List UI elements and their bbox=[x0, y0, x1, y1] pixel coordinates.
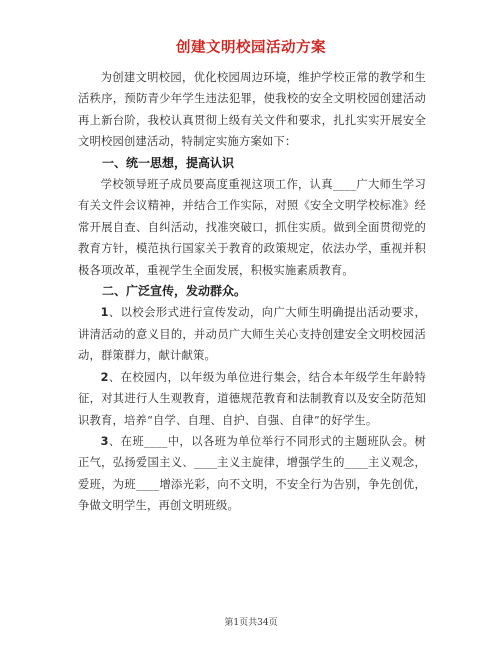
intro-paragraph: 为创建文明校园，优化校园周边环境，维护学校正常的教学和生活秩序，预防青少年学生违法犯罪，使我校的安全文明校园创建活动再上新台阶，我校认真贯彻上级有关文件和要求，扎扎实实开展安全文明校园创建活动，特制定实施方案如下： bbox=[78, 71, 426, 149]
list-item bbox=[78, 431, 426, 517]
section-heading-2: 二、广泛宣传，发动群众。 bbox=[102, 284, 247, 299]
item-text: 、以校会形式进行宣传发动，向广大师生明确提出活动要求，讲清活动的意义目的，并动员广大师生关心支持创建安全文明校园活动，群策群力，献计献策。 bbox=[78, 306, 426, 363]
section-heading-1: 一、统一思想，提高认识 bbox=[102, 155, 235, 170]
item-text: 、在校园内，以年级为单位进行集会，结合本年级学生年龄特征，对其进行人生观教育，道德规范教育和法制教育以及安全防范知识教育，培养“自学、自理、自护、自强、自律”的好学生。 bbox=[78, 370, 426, 427]
item-number: 2 bbox=[100, 370, 109, 384]
list-item bbox=[78, 302, 426, 366]
item-number: 1 bbox=[100, 306, 109, 320]
page-footer: 第1页共34页 bbox=[224, 618, 278, 628]
item-text: 、在班____中，以各班为单位举行不同形式的主题班队会。树正气，弘扬爱国主义、____主义主旋律，增强学生的____主义观念，爱班，为班____增添光彩，向不文明，不安全行为告别，争先创优，争做文明学生，再创文明班级。 bbox=[78, 434, 426, 513]
list-item bbox=[78, 367, 426, 431]
document-body bbox=[78, 67, 426, 517]
section-1-paragraph: 学校领导班子成员要高度重视这项工作，认真____广大师生学习有关文件会议精神，并结合工作实际，对照《安全文明学校标准》经常开展自查、自纠活动，找准突破口，抓住实质。做到全面贯彻党的教育方针，模范执行国家关于教育的政策规定，依法办学，重视并积极各项改革，重视学生全面发展，积极实施素质教育。 bbox=[78, 178, 426, 277]
document-title: 创建文明校园活动方案 bbox=[176, 39, 326, 56]
item-number: 3 bbox=[100, 434, 109, 448]
